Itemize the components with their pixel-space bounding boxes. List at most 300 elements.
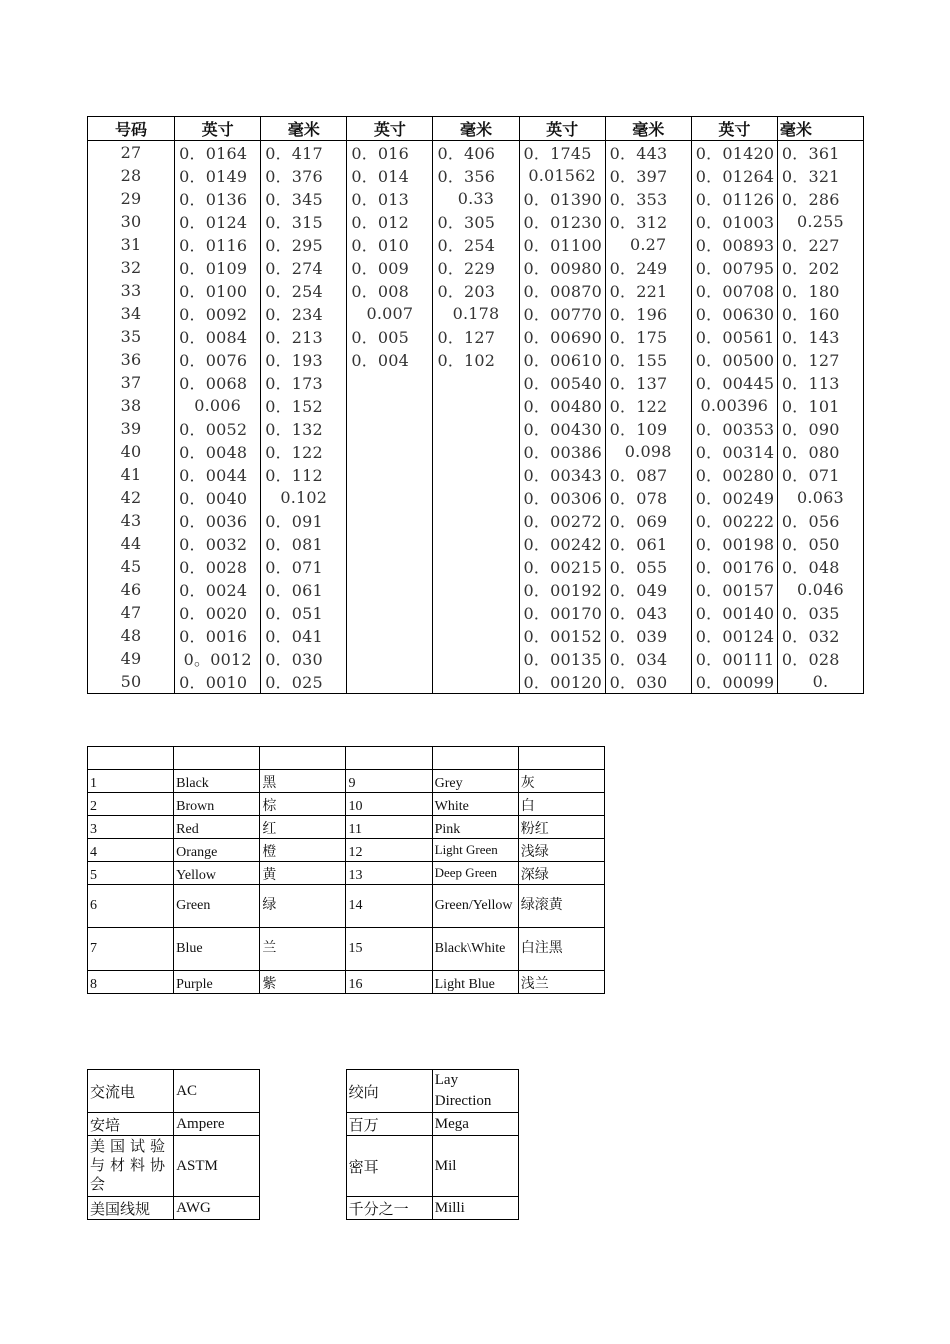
mm-value: [433, 486, 519, 509]
mm-value: 0．361: [777, 141, 863, 165]
gauge-number: 46: [88, 578, 175, 601]
mm-value: 0．056: [777, 509, 863, 532]
gauge-row: [88, 578, 864, 601]
mm-value: 0．295: [261, 233, 347, 256]
mm-value: 0.27: [605, 233, 691, 256]
color-blank-row: [88, 747, 605, 770]
color-code: 4: [88, 839, 174, 862]
inch-value: 0．005: [347, 325, 433, 348]
color-name-zh: 浅绿: [518, 839, 604, 862]
term-en: AWG: [174, 1197, 260, 1220]
inch-value: 0．01390: [519, 187, 605, 210]
color-name-en: Black: [174, 770, 260, 793]
inch-value: 0．01230: [519, 210, 605, 233]
header-inch: 英寸: [691, 117, 777, 141]
inch-value: 0．0040: [175, 486, 261, 509]
color-name-en: Grey: [432, 770, 518, 793]
gauge-number: 47: [88, 601, 175, 624]
mm-value: 0．305: [433, 210, 519, 233]
mm-value: 0．229: [433, 256, 519, 279]
inch-value: 0．0010: [175, 670, 261, 694]
mm-value: 0．101: [777, 394, 863, 417]
gauge-number: 27: [88, 141, 175, 165]
color-code: 16: [346, 971, 432, 994]
color-name-zh: 棕: [260, 793, 346, 816]
inch-value: 0．00893: [691, 233, 777, 256]
color-name-en: Black\White: [432, 928, 518, 971]
mm-value: 0．353: [605, 187, 691, 210]
inch-value: 0．004: [347, 348, 433, 371]
term-zh: 美国试验与材料协会: [88, 1136, 174, 1197]
mm-value: [433, 509, 519, 532]
gauge-number: 45: [88, 555, 175, 578]
gauge-number: 35: [88, 325, 175, 348]
color-name-en: Brown: [174, 793, 260, 816]
inch-value: [347, 624, 433, 647]
gauge-row: [88, 164, 864, 187]
abbr-row: [88, 1113, 519, 1136]
gauge-header-row: [88, 117, 864, 141]
mm-value: 0．071: [777, 463, 863, 486]
gauge-number: 40: [88, 440, 175, 463]
mm-value: 0．417: [261, 141, 347, 165]
mm-value: 0．051: [261, 601, 347, 624]
color-row: [88, 928, 605, 971]
gauge-number: 39: [88, 417, 175, 440]
inch-value: 0．0116: [175, 233, 261, 256]
color-name-en: Light Blue: [432, 971, 518, 994]
mm-value: 0．091: [261, 509, 347, 532]
gauge-number: 44: [88, 532, 175, 555]
mm-value: 0．274: [261, 256, 347, 279]
color-name-en: Light Green: [432, 839, 518, 862]
mm-value: 0．102: [433, 348, 519, 371]
gauge-row: [88, 348, 864, 371]
inch-value: 0.007: [347, 302, 433, 325]
term-zh: 百万: [346, 1113, 432, 1136]
inch-value: 0．0016: [175, 624, 261, 647]
color-name-zh: 灰: [518, 770, 604, 793]
inch-value: 0.006: [175, 394, 261, 417]
mm-value: 0．112: [261, 463, 347, 486]
inch-value: 0．0024: [175, 578, 261, 601]
gauge-number: 30: [88, 210, 175, 233]
inch-value: 0．00770: [519, 302, 605, 325]
color-name-en: White: [432, 793, 518, 816]
inch-value: 0．0036: [175, 509, 261, 532]
mm-value: 0.046: [777, 578, 863, 601]
mm-value: 0.: [777, 670, 863, 694]
term-en: AC: [174, 1070, 260, 1113]
inch-value: 0．01264: [691, 164, 777, 187]
gauge-row: [88, 463, 864, 486]
inch-value: [347, 601, 433, 624]
inch-value: 0．00540: [519, 371, 605, 394]
color-name-zh: 绿: [260, 885, 346, 928]
mm-value: 0．035: [777, 601, 863, 624]
inch-value: 0．0052: [175, 417, 261, 440]
blank-cell: [518, 747, 604, 770]
mm-value: 0．160: [777, 302, 863, 325]
blank-cell: [432, 747, 518, 770]
color-row: [88, 885, 605, 928]
mm-value: 0．078: [605, 486, 691, 509]
inch-value: 0．00242: [519, 532, 605, 555]
color-code: 11: [346, 816, 432, 839]
inch-value: 0．00192: [519, 578, 605, 601]
mm-value: 0．193: [261, 348, 347, 371]
color-code: 6: [88, 885, 174, 928]
inch-value: 0．01126: [691, 187, 777, 210]
color-name-zh: 白: [518, 793, 604, 816]
color-name-en: Green/Yellow: [432, 885, 518, 928]
abbr-row: [88, 1136, 519, 1197]
color-name-en: Purple: [174, 971, 260, 994]
color-code: 12: [346, 839, 432, 862]
inch-value: 0．00430: [519, 417, 605, 440]
inch-value: 0．00198: [691, 532, 777, 555]
gauge-number: 38: [88, 394, 175, 417]
inch-value: 0．00870: [519, 279, 605, 302]
inch-value: 0．1745: [519, 141, 605, 165]
inch-value: 0．01420: [691, 141, 777, 165]
inch-value: 0．00152: [519, 624, 605, 647]
color-row: [88, 816, 605, 839]
color-code: 9: [346, 770, 432, 793]
inch-value: 0．00708: [691, 279, 777, 302]
color-row: [88, 770, 605, 793]
inch-value: [347, 417, 433, 440]
color-name-en: Pink: [432, 816, 518, 839]
inch-value: 0．0076: [175, 348, 261, 371]
mm-value: 0．443: [605, 141, 691, 165]
color-name-en: Blue: [174, 928, 260, 971]
gauge-row: [88, 486, 864, 509]
term-en: Mil: [432, 1136, 518, 1197]
mm-value: 0．202: [777, 256, 863, 279]
inch-value: 0．00353: [691, 417, 777, 440]
mm-value: 0．048: [777, 555, 863, 578]
inch-value: 0．00176: [691, 555, 777, 578]
mm-value: 0．180: [777, 279, 863, 302]
inch-value: 0．01100: [519, 233, 605, 256]
mm-value: 0．122: [261, 440, 347, 463]
inch-value: 0．00386: [519, 440, 605, 463]
color-name-zh: 黄: [260, 862, 346, 885]
inch-value: 0．00135: [519, 647, 605, 670]
mm-value: 0．032: [777, 624, 863, 647]
term-zh: 安培: [88, 1113, 174, 1136]
gauge-row: [88, 279, 864, 302]
inch-value: 0．012: [347, 210, 433, 233]
color-name-zh: 黑: [260, 770, 346, 793]
inch-value: [347, 647, 433, 670]
color-code: 8: [88, 971, 174, 994]
gauge-number: 32: [88, 256, 175, 279]
inch-value: 0．0044: [175, 463, 261, 486]
inch-value: 0．010: [347, 233, 433, 256]
mm-value: 0．286: [777, 187, 863, 210]
header-inch: 英寸: [347, 117, 433, 141]
blank-cell: [88, 747, 174, 770]
gauge-row: [88, 670, 864, 694]
wire-color-table: [87, 746, 605, 994]
color-name-zh: 深绿: [518, 862, 604, 885]
gauge-number: 41: [88, 463, 175, 486]
mm-value: 0．034: [605, 647, 691, 670]
gauge-row: [88, 532, 864, 555]
mm-value: 0．221: [605, 279, 691, 302]
inch-value: 0.01562: [519, 164, 605, 187]
gauge-row: [88, 325, 864, 348]
mm-value: 0．234: [261, 302, 347, 325]
header-mm: 毫米: [433, 117, 519, 141]
mm-value: 0．039: [605, 624, 691, 647]
color-name-zh: 橙: [260, 839, 346, 862]
mm-value: 0．196: [605, 302, 691, 325]
mm-value: 0．155: [605, 348, 691, 371]
color-code: 1: [88, 770, 174, 793]
mm-value: 0．321: [777, 164, 863, 187]
color-code: 2: [88, 793, 174, 816]
inch-value: 0．0028: [175, 555, 261, 578]
header-inch: 英寸: [519, 117, 605, 141]
mm-value: 0．376: [261, 164, 347, 187]
spacer-cell: [260, 1197, 346, 1220]
gauge-number: 36: [88, 348, 175, 371]
header-mm: 毫米: [261, 117, 347, 141]
wire-gauge-table: [87, 116, 864, 694]
mm-value: [433, 555, 519, 578]
term-en: ASTM: [174, 1136, 260, 1197]
term-zh: 密耳: [346, 1136, 432, 1197]
gauge-row: [88, 371, 864, 394]
inch-value: 0．013: [347, 187, 433, 210]
mm-value: 0．203: [433, 279, 519, 302]
inch-value: [347, 578, 433, 601]
mm-value: [433, 440, 519, 463]
gauge-row: [88, 509, 864, 532]
mm-value: 0．025: [261, 670, 347, 694]
inch-value: 0．0109: [175, 256, 261, 279]
gauge-number: 33: [88, 279, 175, 302]
mm-value: 0．071: [261, 555, 347, 578]
color-code: 15: [346, 928, 432, 971]
mm-value: 0．213: [261, 325, 347, 348]
inch-value: 0．0136: [175, 187, 261, 210]
inch-value: 0．00445: [691, 371, 777, 394]
inch-value: 0．00280: [691, 463, 777, 486]
inch-value: 0．008: [347, 279, 433, 302]
gauge-number: 29: [88, 187, 175, 210]
inch-value: 0．0092: [175, 302, 261, 325]
header-gauge-number: 号码: [88, 117, 175, 141]
color-code: 5: [88, 862, 174, 885]
inch-value: 0．00124: [691, 624, 777, 647]
inch-value: [347, 371, 433, 394]
mm-value: [433, 647, 519, 670]
mm-value: 0．127: [777, 348, 863, 371]
inch-value: 0．00111: [691, 647, 777, 670]
mm-value: [433, 624, 519, 647]
mm-value: 0．055: [605, 555, 691, 578]
gauge-number: 50: [88, 670, 175, 694]
color-code: 7: [88, 928, 174, 971]
inch-value: 0．00630: [691, 302, 777, 325]
mm-value: 0．061: [261, 578, 347, 601]
inch-value: 0．00561: [691, 325, 777, 348]
mm-value: 0．173: [261, 371, 347, 394]
mm-value: 0．041: [261, 624, 347, 647]
inch-value: 0．01003: [691, 210, 777, 233]
inch-value: [347, 463, 433, 486]
inch-value: 0．0149: [175, 164, 261, 187]
mm-value: [433, 371, 519, 394]
inch-value: [347, 394, 433, 417]
inch-value: 0．00480: [519, 394, 605, 417]
mm-value: 0.098: [605, 440, 691, 463]
spacer-cell: [260, 1113, 346, 1136]
mm-value: 0．030: [605, 670, 691, 694]
abbreviation-table: [87, 1069, 519, 1220]
mm-value: 0．043: [605, 601, 691, 624]
gauge-number: 37: [88, 371, 175, 394]
inch-value: 0．00980: [519, 256, 605, 279]
inch-value: 0．00157: [691, 578, 777, 601]
mm-value: 0．061: [605, 532, 691, 555]
inch-value: 0．00222: [691, 509, 777, 532]
inch-value: 0．0164: [175, 141, 261, 165]
mm-value: 0．254: [261, 279, 347, 302]
inch-value: 0．00120: [519, 670, 605, 694]
mm-value: 0．087: [605, 463, 691, 486]
mm-value: 0．254: [433, 233, 519, 256]
gauge-row: [88, 210, 864, 233]
mm-value: 0．227: [777, 233, 863, 256]
inch-value: 0．00500: [691, 348, 777, 371]
gauge-row: [88, 555, 864, 578]
spacer-cell: [260, 1070, 346, 1113]
mm-value: 0．069: [605, 509, 691, 532]
inch-value: 0．009: [347, 256, 433, 279]
inch-value: 0．014: [347, 164, 433, 187]
mm-value: 0．406: [433, 141, 519, 165]
color-name-zh: 粉红: [518, 816, 604, 839]
mm-value: 0.178: [433, 302, 519, 325]
inch-value: 0．0124: [175, 210, 261, 233]
inch-value: 0．00795: [691, 256, 777, 279]
mm-value: 0．049: [605, 578, 691, 601]
gauge-row: [88, 233, 864, 256]
color-code: 13: [346, 862, 432, 885]
gauge-number: 31: [88, 233, 175, 256]
mm-value: 0.102: [261, 486, 347, 509]
inch-value: 0．00314: [691, 440, 777, 463]
mm-value: 0．315: [261, 210, 347, 233]
header-inch: 英寸: [175, 117, 261, 141]
inch-value: 0．00272: [519, 509, 605, 532]
mm-value: 0．090: [777, 417, 863, 440]
gauge-number: 43: [88, 509, 175, 532]
mm-value: 0．175: [605, 325, 691, 348]
color-name-en: Orange: [174, 839, 260, 862]
mm-value: 0．312: [605, 210, 691, 233]
mm-value: 0．109: [605, 417, 691, 440]
color-code: 14: [346, 885, 432, 928]
inch-value: 0．0032: [175, 532, 261, 555]
inch-value: [347, 486, 433, 509]
term-en: Ampere: [174, 1113, 260, 1136]
inch-value: [347, 440, 433, 463]
inch-value: 0．00610: [519, 348, 605, 371]
color-code: 3: [88, 816, 174, 839]
inch-value: 0．016: [347, 141, 433, 165]
spacer-cell: [260, 1136, 346, 1197]
term-zh: 千分之一: [346, 1197, 432, 1220]
mm-value: 0．397: [605, 164, 691, 187]
mm-value: [433, 670, 519, 694]
blank-cell: [346, 747, 432, 770]
inch-value: 0．00170: [519, 601, 605, 624]
color-code: 10: [346, 793, 432, 816]
inch-value: [347, 670, 433, 694]
color-name-en: Green: [174, 885, 260, 928]
gauge-row: [88, 187, 864, 210]
inch-value: 0。0012: [175, 647, 261, 670]
gauge-row: [88, 601, 864, 624]
gauge-number: 42: [88, 486, 175, 509]
inch-value: 0．00690: [519, 325, 605, 348]
color-name-zh: 兰: [260, 928, 346, 971]
mm-value: [433, 578, 519, 601]
gauge-number: 34: [88, 302, 175, 325]
mm-value: 0．081: [261, 532, 347, 555]
color-name-zh: 浅兰: [518, 971, 604, 994]
mm-value: 0．143: [777, 325, 863, 348]
header-mm: 毫米: [605, 117, 691, 141]
mm-value: [433, 601, 519, 624]
mm-value: 0．152: [261, 394, 347, 417]
mm-value: [433, 463, 519, 486]
inch-value: 0．00099: [691, 670, 777, 694]
inch-value: 0．0020: [175, 601, 261, 624]
inch-value: 0．00343: [519, 463, 605, 486]
mm-value: 0．249: [605, 256, 691, 279]
color-row: [88, 839, 605, 862]
mm-value: [433, 532, 519, 555]
mm-value: 0.063: [777, 486, 863, 509]
mm-value: 0．080: [777, 440, 863, 463]
inch-value: 0.00396: [691, 394, 777, 417]
gauge-row: [88, 624, 864, 647]
term-en: Mega: [432, 1113, 518, 1136]
gauge-number: 28: [88, 164, 175, 187]
mm-value: 0．028: [777, 647, 863, 670]
inch-value: 0．00306: [519, 486, 605, 509]
inch-value: 0．0084: [175, 325, 261, 348]
term-zh: 交流电: [88, 1070, 174, 1113]
header-mm: 毫米: [777, 117, 863, 141]
gauge-row: [88, 256, 864, 279]
gauge-number: 49: [88, 647, 175, 670]
color-row: [88, 862, 605, 885]
abbr-row: [88, 1197, 519, 1220]
blank-cell: [260, 747, 346, 770]
inch-value: 0．00140: [691, 601, 777, 624]
mm-value: 0．050: [777, 532, 863, 555]
mm-value: 0．122: [605, 394, 691, 417]
inch-value: 0．0048: [175, 440, 261, 463]
